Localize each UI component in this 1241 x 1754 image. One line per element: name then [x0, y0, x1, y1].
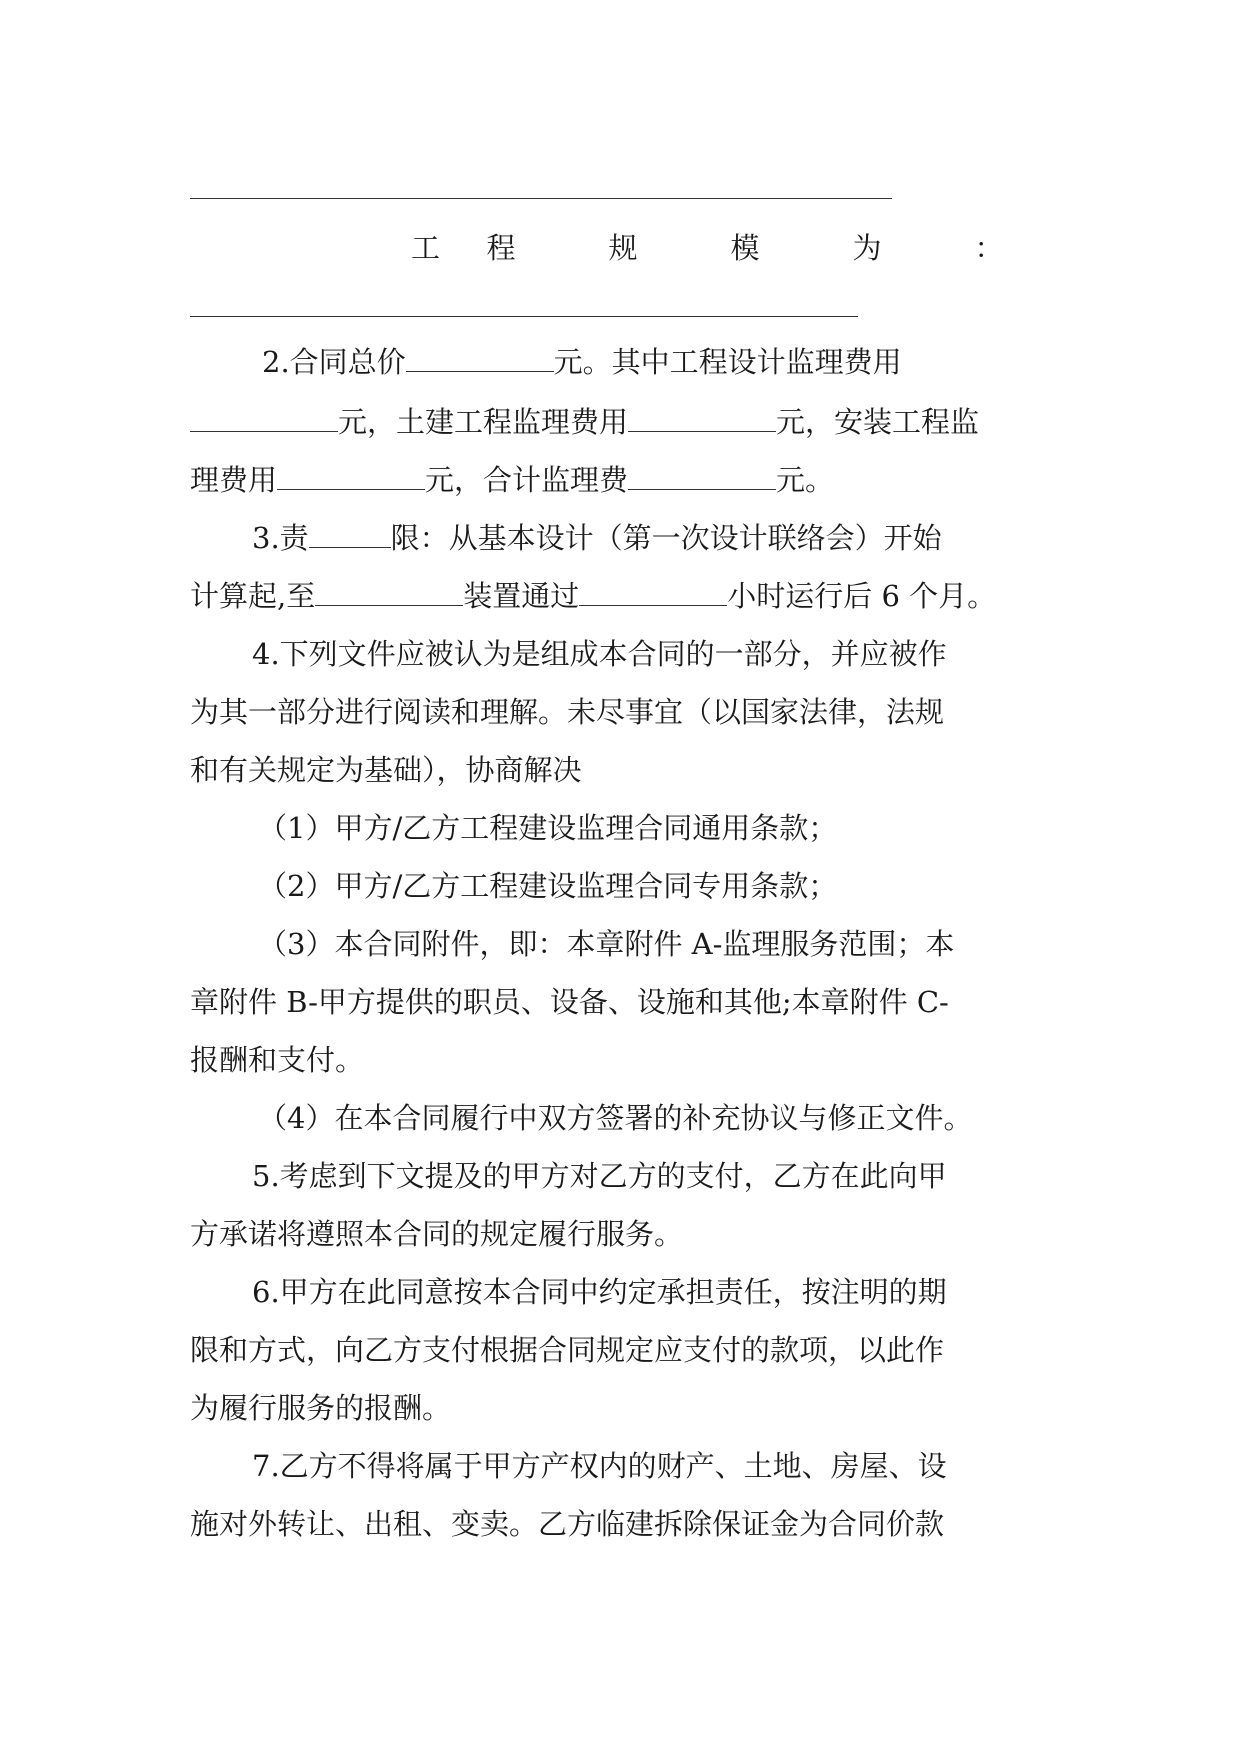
paragraph-7-line-2: 施对外转让、出租、变卖。乙方临建拆除保证金为合同价款	[190, 1507, 945, 1541]
paragraph-6-line-2: 限和方式，向乙方支付根据合同规定应支付的款项，以此作	[190, 1333, 945, 1367]
blank-total-price	[406, 343, 554, 372]
paragraph-4-line-2: 为其一部分进行阅读和理解。未尽事宜（以国家法律，法规	[190, 695, 945, 729]
paragraph-7-line-1: 7.乙方不得将属于甲方产权内的财产、土地、房屋、设	[252, 1449, 947, 1483]
paragraph-3-line-2	[190, 576, 996, 616]
list-item-3-line-2: 章附件 B-甲方提供的职员、设备、设施和其他;本章附件 C-	[190, 985, 949, 1019]
text: 装置通过	[463, 579, 580, 613]
paragraph-2-line-3	[190, 460, 834, 500]
project-scale-heading	[190, 228, 1050, 268]
text: 元。其中工程设计监理费用	[553, 345, 902, 379]
blank-hours	[579, 577, 727, 606]
text: 元，合计监理费	[425, 463, 629, 497]
list-item-2: （2）甲方/乙方工程建设监理合同专用条款；	[258, 869, 838, 903]
paragraph-2-line-2	[190, 402, 979, 442]
scale-char: 工	[410, 231, 440, 265]
text: 3.责	[252, 521, 309, 555]
paragraph-4-line-3: 和有关规定为基础），协商解决	[190, 753, 582, 787]
text: 元，土建工程监理费用	[338, 405, 629, 439]
list-item-3-line-3: 报酬和支付。	[190, 1043, 365, 1077]
scale-char: 程	[486, 231, 516, 265]
text: 小时运行后 6 个月。	[727, 579, 997, 613]
text: 元。	[776, 463, 835, 497]
text: 2.合同总价	[262, 345, 406, 379]
paragraph-3-line-1	[252, 518, 942, 558]
list-item-3-line-1: （3）本合同附件，即：本章附件 A-监理服务范围；本	[258, 927, 955, 961]
blank-device	[315, 577, 463, 606]
blank-line-top	[190, 198, 892, 199]
paragraph-4-line-1: 4.下列文件应被认为是组成本合同的一部分，并应被作	[252, 637, 947, 671]
paragraph-5-line-1: 5.考虑到下文提及的甲方对乙方的支付，乙方在此向甲	[252, 1159, 947, 1193]
paragraph-2-line-1	[262, 342, 902, 382]
paragraph-6-line-1: 6.甲方在此同意按本合同中约定承担责任，按注明的期	[252, 1275, 947, 1309]
list-item-4: （4）在本合同履行中双方签署的补充协议与修正文件。	[258, 1101, 973, 1135]
blank-term	[309, 519, 391, 548]
scale-char: 为	[852, 231, 882, 265]
scale-char: 规	[608, 231, 638, 265]
blank-total-fee	[628, 461, 776, 490]
blank-design-fee	[190, 403, 338, 432]
blank-civil-fee	[628, 403, 776, 432]
blank-line-scale	[190, 316, 858, 317]
text: 元，安装工程监	[776, 405, 980, 439]
blank-install-fee	[277, 461, 425, 490]
text: 计算起,至	[190, 579, 316, 613]
scale-char: 模	[730, 231, 760, 265]
list-item-1: （1）甲方/乙方工程建设监理合同通用条款；	[258, 811, 838, 845]
paragraph-5-line-2: 方承诺将遵照本合同的规定履行服务。	[190, 1217, 684, 1251]
text: 理费用	[190, 463, 278, 497]
scale-char: ：	[974, 231, 1004, 265]
paragraph-6-line-3: 为履行服务的报酬。	[190, 1391, 452, 1425]
text: 限：从基本设计（第一次设计联络会）开始	[390, 521, 942, 555]
